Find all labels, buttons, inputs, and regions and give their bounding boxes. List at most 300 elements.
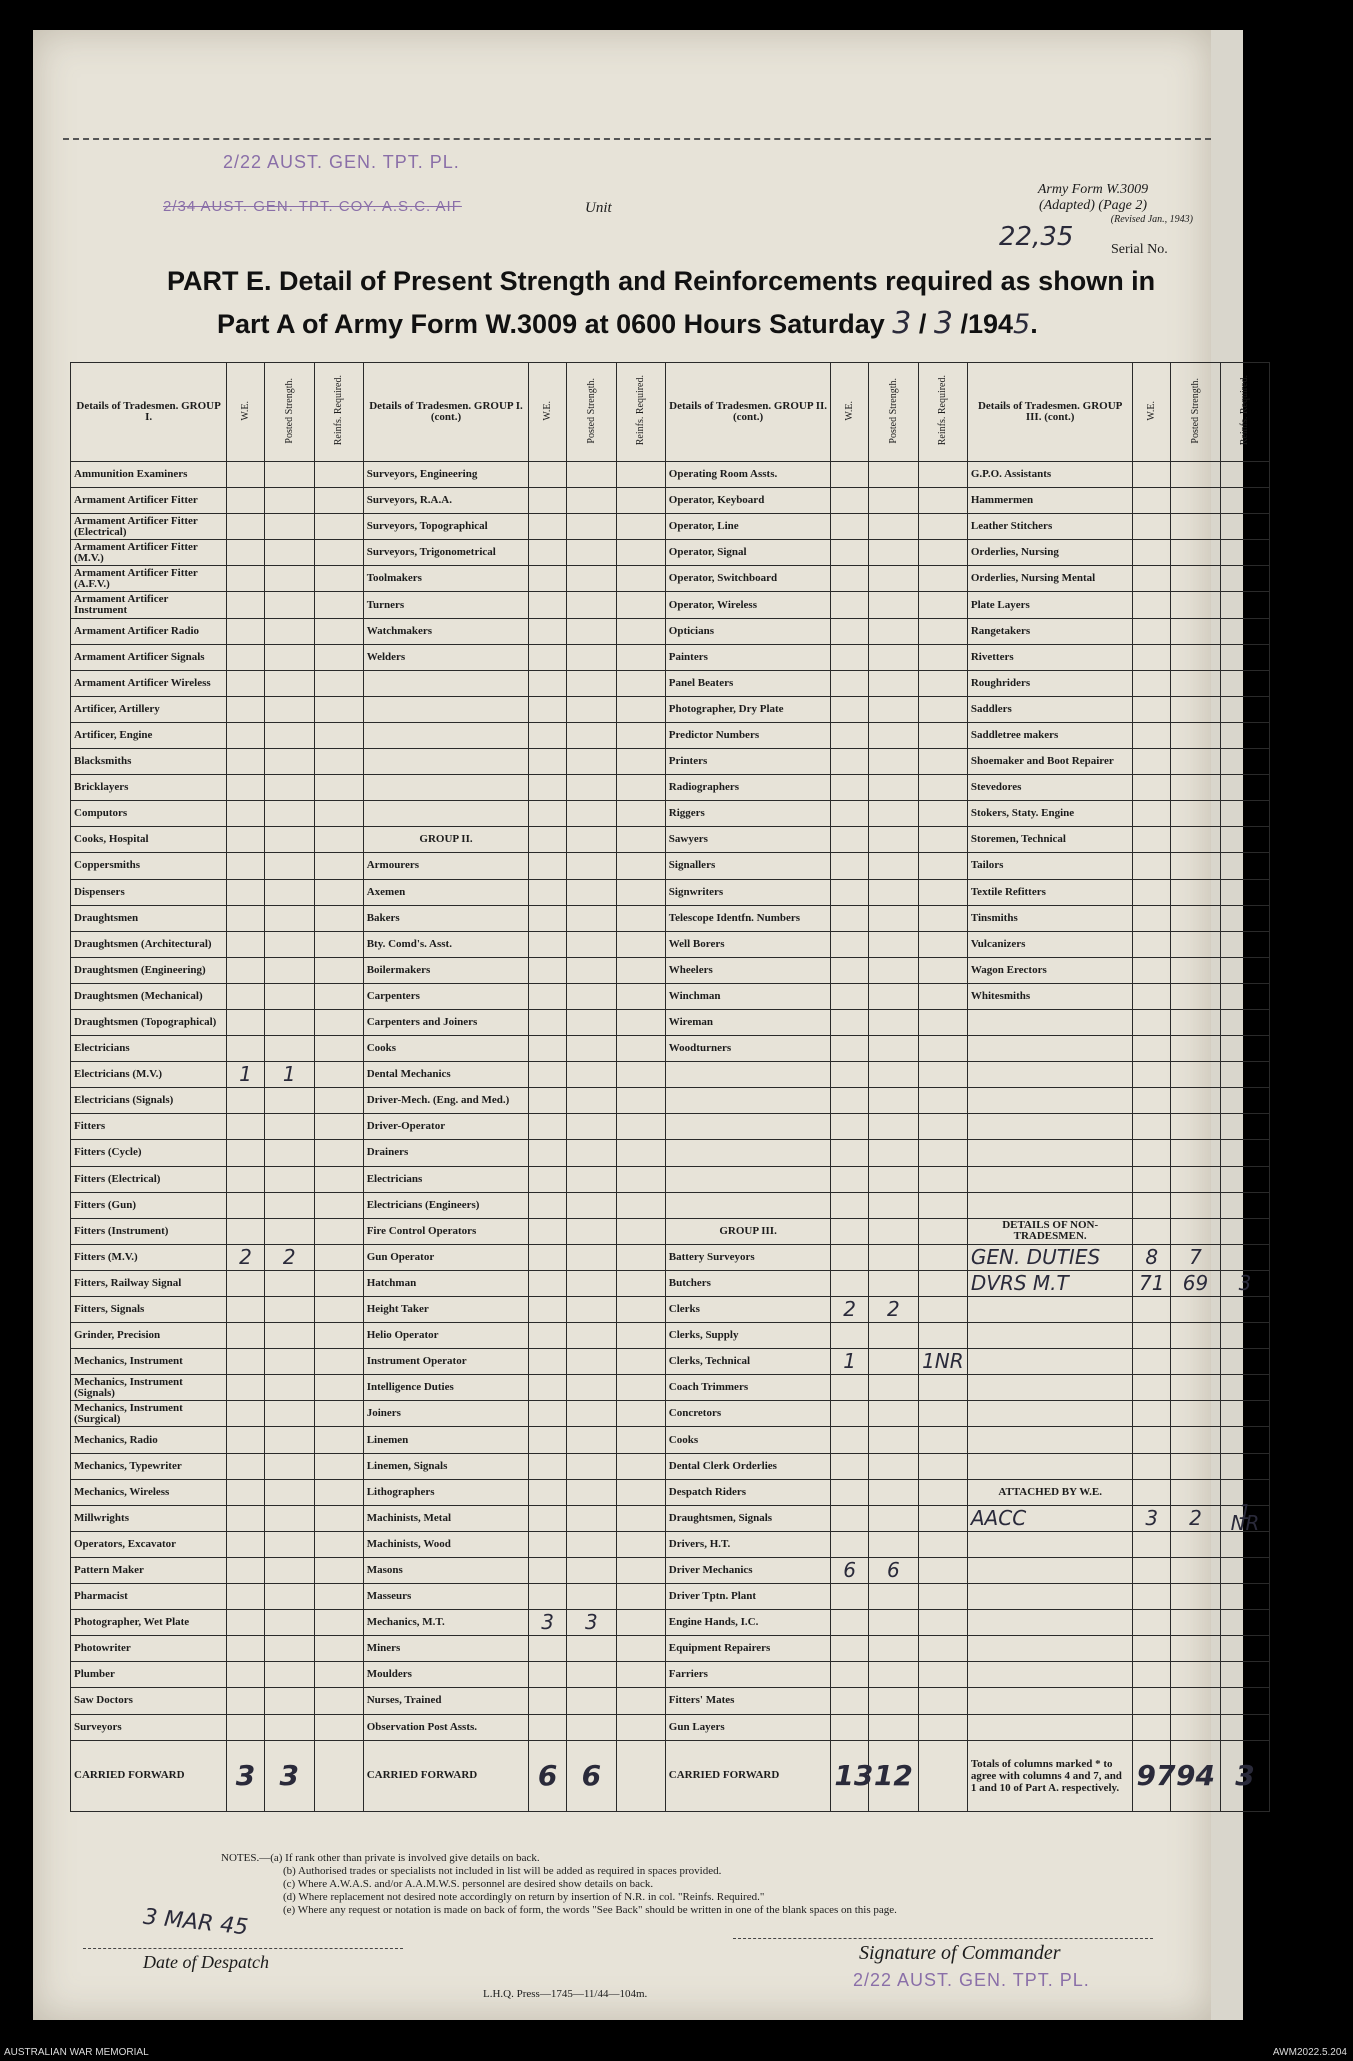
count-cell	[918, 749, 967, 775]
count-cell	[1133, 1088, 1171, 1114]
trade-g3c: Textile Refitters	[967, 879, 1133, 905]
trade-g2c	[665, 1166, 831, 1192]
count-cell	[314, 853, 363, 879]
count-cell	[1220, 1192, 1269, 1218]
count-cell	[566, 618, 616, 644]
count-cell	[1170, 1218, 1220, 1244]
cf-g1c-we: 6	[529, 1740, 567, 1811]
trade-g1c: Masseurs	[363, 1584, 529, 1610]
count-cell	[1220, 462, 1269, 488]
count-cell	[1170, 696, 1220, 722]
count-cell	[264, 1610, 314, 1636]
table-row	[71, 827, 1270, 853]
table-row	[71, 1009, 1270, 1035]
count-cell	[868, 566, 918, 592]
count-cell	[1220, 1140, 1269, 1166]
count-cell	[918, 696, 967, 722]
count-cell	[831, 488, 869, 514]
trade-g2c: Driver Mechanics	[665, 1557, 831, 1583]
count-cell	[1170, 1636, 1220, 1662]
cf-g2c-posted: 12	[868, 1740, 918, 1811]
count-cell	[831, 1114, 869, 1140]
count-cell	[529, 1662, 567, 1688]
count-cell	[227, 1505, 265, 1531]
trade-g1: Fitters (M.V.)	[71, 1244, 227, 1270]
trade-g2c	[665, 1062, 831, 1088]
trade-g1: Pharmacist	[71, 1584, 227, 1610]
trade-g1: Artificer, Engine	[71, 722, 227, 748]
count-cell	[314, 1453, 363, 1479]
count-cell	[1170, 1375, 1220, 1401]
count-cell	[1170, 644, 1220, 670]
table-row	[71, 1088, 1270, 1114]
trade-g2c	[665, 1088, 831, 1114]
table-row	[71, 879, 1270, 905]
trade-g2c: Woodturners	[665, 1036, 831, 1062]
count-cell	[918, 1401, 967, 1427]
trade-g1c: Driver-Operator	[363, 1114, 529, 1140]
count-cell	[566, 1114, 616, 1140]
count-cell	[831, 879, 869, 905]
count-cell	[831, 801, 869, 827]
trade-g1: Armament Artificer Fitter (Electrical)	[71, 514, 227, 540]
count-cell	[616, 1088, 665, 1114]
count-cell	[529, 514, 567, 540]
count-cell	[529, 1636, 567, 1662]
count-cell	[868, 1714, 918, 1740]
count-cell	[831, 1062, 869, 1088]
trade-g1: Grinder, Precision	[71, 1323, 227, 1349]
count-cell	[868, 1270, 918, 1296]
count-cell	[529, 696, 567, 722]
count-cell	[1133, 1714, 1171, 1740]
count-cell	[1170, 801, 1220, 827]
count-cell	[1133, 1453, 1171, 1479]
count-cell	[1170, 1192, 1220, 1218]
count-cell	[1170, 1557, 1220, 1583]
count-cell	[918, 879, 967, 905]
count-cell	[616, 1009, 665, 1035]
count-cell	[831, 1427, 869, 1453]
count-cell	[868, 957, 918, 983]
count-cell	[868, 1218, 918, 1244]
count-cell	[566, 775, 616, 801]
count-cell	[868, 540, 918, 566]
table-row	[71, 1479, 1270, 1505]
count-cell	[1220, 1584, 1269, 1610]
count-cell	[1133, 1427, 1171, 1453]
count-cell	[566, 1505, 616, 1531]
count-cell	[918, 1270, 967, 1296]
trade-g1c: Carpenters and Joiners	[363, 1009, 529, 1035]
trade-g1: Bricklayers	[71, 775, 227, 801]
count-cell	[529, 1401, 567, 1427]
trade-g2c: Battery Surveyors	[665, 1244, 831, 1270]
cf-label: CARRIED FORWARD	[665, 1740, 831, 1811]
unit-stamp-1: 2/22 AUST. GEN. TPT. PL.	[223, 152, 460, 172]
count-cell: 2	[264, 1244, 314, 1270]
count-cell	[1170, 1140, 1220, 1166]
count-cell	[1170, 1166, 1220, 1192]
table-row	[71, 1244, 1270, 1270]
table-row	[71, 957, 1270, 983]
count-cell	[1220, 1114, 1269, 1140]
header-reinf: Reinfs. Required.	[937, 375, 949, 446]
count-cell	[918, 1192, 967, 1218]
count-cell	[1133, 1584, 1171, 1610]
date-year-digit: 5	[1013, 309, 1031, 340]
count-cell	[1133, 1062, 1171, 1088]
count-cell	[227, 905, 265, 931]
trade-g1: Mechanics, Typewriter	[71, 1453, 227, 1479]
trade-g2c: Operator, Line	[665, 514, 831, 540]
trade-g2c: Opticians	[665, 618, 831, 644]
count-cell	[918, 618, 967, 644]
note-a: (a) If rank other than private is involved give details on back.	[270, 1852, 540, 1864]
count-cell	[918, 1088, 967, 1114]
count-cell	[227, 1531, 265, 1557]
count-cell	[868, 1088, 918, 1114]
count-cell	[918, 1062, 967, 1088]
count-cell	[227, 1270, 265, 1296]
count-cell	[227, 853, 265, 879]
count-cell	[1133, 1557, 1171, 1583]
trade-g3c	[967, 1297, 1133, 1323]
count-cell	[831, 1636, 869, 1662]
count-cell	[868, 1244, 918, 1270]
count-cell	[868, 1166, 918, 1192]
count-cell	[616, 1140, 665, 1166]
trade-g2c: Clerks, Technical	[665, 1349, 831, 1375]
count-cell	[227, 1375, 265, 1401]
count-cell	[918, 801, 967, 827]
count-cell	[1133, 853, 1171, 879]
count-cell	[1133, 905, 1171, 931]
trade-g3c: GEN. DUTIES	[967, 1244, 1133, 1270]
count-cell	[616, 983, 665, 1009]
count-cell	[314, 905, 363, 931]
trade-g1: Fitters, Railway Signal	[71, 1270, 227, 1296]
trade-g3c: AACC	[967, 1505, 1133, 1531]
count-cell	[264, 1166, 314, 1192]
count-cell	[227, 670, 265, 696]
total-posted: 94	[1170, 1740, 1220, 1811]
table-row	[71, 1557, 1270, 1583]
count-cell	[868, 1349, 918, 1375]
count-cell	[566, 1009, 616, 1035]
count-cell	[227, 488, 265, 514]
count-cell	[529, 592, 567, 618]
count-cell: 1	[227, 1062, 265, 1088]
count-cell	[1170, 722, 1220, 748]
count-cell	[918, 540, 967, 566]
trade-g3c	[967, 1323, 1133, 1349]
count-cell	[616, 879, 665, 905]
table-row	[71, 1036, 1270, 1062]
count-cell	[1220, 1531, 1269, 1557]
table-row	[71, 1427, 1270, 1453]
cf-g1-we: 3	[227, 1740, 265, 1811]
count-cell	[1133, 670, 1171, 696]
count-cell	[1220, 1401, 1269, 1427]
count-cell	[566, 957, 616, 983]
trade-g1c: Surveyors, Engineering	[363, 462, 529, 488]
trade-g1c	[363, 670, 529, 696]
count-cell	[264, 618, 314, 644]
count-cell	[831, 1453, 869, 1479]
count-cell	[868, 1453, 918, 1479]
count-cell	[314, 1505, 363, 1531]
trade-g3c	[967, 1584, 1133, 1610]
trade-g3c	[967, 1009, 1133, 1035]
count-cell	[1170, 1114, 1220, 1140]
trade-g1c: Nurses, Trained	[363, 1688, 529, 1714]
trade-g1c: Electricians (Engineers)	[363, 1192, 529, 1218]
count-cell	[1170, 618, 1220, 644]
trade-g1: Artificer, Artillery	[71, 696, 227, 722]
count-cell	[227, 462, 265, 488]
count-cell	[868, 670, 918, 696]
table-body	[71, 462, 1270, 1741]
count-cell	[616, 1323, 665, 1349]
header-reinf: Reinfs. Required.	[1239, 375, 1251, 446]
trade-g1: Surveyors	[71, 1714, 227, 1740]
trade-g3c: Roughriders	[967, 670, 1133, 696]
count-cell	[227, 827, 265, 853]
count-cell	[264, 1349, 314, 1375]
trade-g1c: Surveyors, Trigonometrical	[363, 540, 529, 566]
count-cell	[1220, 801, 1269, 827]
count-cell	[1220, 1036, 1269, 1062]
count-cell	[264, 1192, 314, 1218]
trade-g2c: Draughtsmen, Signals	[665, 1505, 831, 1531]
count-cell	[529, 1192, 567, 1218]
count-cell	[616, 722, 665, 748]
trade-g1: Photowriter	[71, 1636, 227, 1662]
commander-line	[733, 1938, 1153, 1939]
count-cell	[918, 1427, 967, 1453]
count-cell	[831, 983, 869, 1009]
count-cell	[1220, 1062, 1269, 1088]
count-cell	[1133, 722, 1171, 748]
trade-g3c: Stokers, Staty. Engine	[967, 801, 1133, 827]
count-cell	[566, 1557, 616, 1583]
count-cell	[264, 1584, 314, 1610]
trade-g2c: Painters	[665, 644, 831, 670]
despatch-label: Date of Despatch	[143, 1952, 269, 1972]
count-cell	[264, 462, 314, 488]
count-cell	[1133, 566, 1171, 592]
trade-g1c: Bty. Comd's. Asst.	[363, 931, 529, 957]
trade-g1c: Mechanics, M.T.	[363, 1610, 529, 1636]
count-cell	[529, 1323, 567, 1349]
count-cell	[1220, 1297, 1269, 1323]
count-cell	[918, 1297, 967, 1323]
count-cell	[918, 670, 967, 696]
trade-g2c: GROUP III.	[665, 1218, 831, 1244]
count-cell	[831, 1140, 869, 1166]
trade-g3c	[967, 1401, 1133, 1427]
trade-g3c: Stevedores	[967, 775, 1133, 801]
table-row	[71, 722, 1270, 748]
count-cell	[1170, 1531, 1220, 1557]
count-cell	[529, 618, 567, 644]
count-cell	[566, 1323, 616, 1349]
trade-g1: Fitters (Electrical)	[71, 1166, 227, 1192]
count-cell	[1170, 827, 1220, 853]
count-cell	[868, 1610, 918, 1636]
count-cell	[314, 775, 363, 801]
count-cell	[868, 696, 918, 722]
count-cell	[529, 931, 567, 957]
count-cell	[831, 775, 869, 801]
count-cell	[868, 1114, 918, 1140]
count-cell	[314, 1531, 363, 1557]
count-cell	[529, 1453, 567, 1479]
count-cell	[616, 1062, 665, 1088]
trade-g3c	[967, 1192, 1133, 1218]
trade-g1: Mechanics, Radio	[71, 1427, 227, 1453]
trade-g1c: Watchmakers	[363, 618, 529, 644]
table-row	[71, 1505, 1270, 1531]
count-cell	[529, 566, 567, 592]
count-cell	[831, 1009, 869, 1035]
count-cell	[616, 775, 665, 801]
count-cell	[566, 722, 616, 748]
count-cell	[1220, 540, 1269, 566]
count-cell	[566, 1088, 616, 1114]
trade-g1c: Intelligence Duties	[363, 1375, 529, 1401]
trade-g3c	[967, 1714, 1133, 1740]
count-cell	[918, 488, 967, 514]
count-cell	[1220, 931, 1269, 957]
count-cell	[529, 1166, 567, 1192]
count-cell	[868, 1662, 918, 1688]
count-cell	[314, 983, 363, 1009]
count-cell	[918, 1009, 967, 1035]
count-cell	[566, 983, 616, 1009]
trade-g1: Fitters (Gun)	[71, 1192, 227, 1218]
count-cell	[831, 514, 869, 540]
trade-g1: Pattern Maker	[71, 1557, 227, 1583]
count-cell	[616, 644, 665, 670]
header-reinf: Reinfs. Required.	[635, 375, 647, 446]
table-row	[71, 1375, 1270, 1401]
count-cell	[616, 1401, 665, 1427]
count-cell	[227, 1009, 265, 1035]
count-cell	[616, 1688, 665, 1714]
count-cell	[868, 514, 918, 540]
commander-stamp: 2/22 AUST. GEN. TPT. PL.	[853, 1970, 1090, 1990]
count-cell	[314, 1688, 363, 1714]
count-cell	[314, 801, 363, 827]
count-cell	[314, 670, 363, 696]
count-cell	[1170, 1453, 1220, 1479]
count-cell	[616, 1218, 665, 1244]
trade-g1: Fitters	[71, 1114, 227, 1140]
trade-g1c	[363, 696, 529, 722]
trade-g1: Fitters, Signals	[71, 1297, 227, 1323]
count-cell	[616, 1036, 665, 1062]
trade-g3c	[967, 1453, 1133, 1479]
count-cell	[868, 1636, 918, 1662]
count-cell: 3	[1133, 1505, 1171, 1531]
form-title-line2: Part A of Army Form W.3009 at 0600 Hours Saturday 3 / 3 /1945.	[217, 306, 1038, 341]
count-cell	[314, 566, 363, 592]
trade-g2c: Fitters' Mates	[665, 1688, 831, 1714]
count-cell	[227, 1584, 265, 1610]
table-row	[71, 1062, 1270, 1088]
count-cell	[1220, 983, 1269, 1009]
trade-g3c	[967, 1427, 1133, 1453]
count-cell	[314, 1244, 363, 1270]
count-cell	[1220, 1349, 1269, 1375]
despatch-date: 3 MAR 45	[141, 1904, 250, 1941]
count-cell	[227, 749, 265, 775]
trade-g3c	[967, 1114, 1133, 1140]
count-cell	[868, 749, 918, 775]
note-d: (d) Where replacement not desired note accordingly on return by insertion of N.R. in col. "Reinfs. Required."	[283, 1891, 765, 1903]
trade-g3c	[967, 1062, 1133, 1088]
count-cell	[868, 1688, 918, 1714]
count-cell	[616, 1479, 665, 1505]
count-cell	[1133, 1662, 1171, 1688]
count-cell	[314, 827, 363, 853]
count-cell	[831, 749, 869, 775]
count-cell	[264, 1401, 314, 1427]
count-cell	[264, 1375, 314, 1401]
count-cell	[831, 1166, 869, 1192]
count-cell	[918, 905, 967, 931]
count-cell	[227, 1688, 265, 1714]
count-cell	[529, 801, 567, 827]
count-cell	[918, 1584, 967, 1610]
count-cell	[227, 1349, 265, 1375]
count-cell	[918, 1218, 967, 1244]
count-cell	[314, 514, 363, 540]
notes-label: NOTES.—	[221, 1852, 271, 1864]
header-reinf: Reinfs. Required.	[333, 375, 345, 446]
trade-g1: Cooks, Hospital	[71, 827, 227, 853]
count-cell	[868, 827, 918, 853]
count-cell	[314, 696, 363, 722]
trade-g1: Armament Artificer Fitter	[71, 488, 227, 514]
trade-g1: Plumber	[71, 1662, 227, 1688]
trade-g2c: Predictor Numbers	[665, 722, 831, 748]
count-cell	[831, 931, 869, 957]
trade-g2c: Radiographers	[665, 775, 831, 801]
count-cell	[566, 1270, 616, 1296]
trade-g3c: DETAILS OF NON-TRADESMEN.	[967, 1218, 1133, 1244]
count-cell: 2	[831, 1297, 869, 1323]
note-b: (b) Authorised trades or specialists not included in list will be added as required in spaces provided.	[283, 1865, 722, 1877]
count-cell	[1133, 879, 1171, 905]
trade-g3c: ATTACHED BY W.E.	[967, 1479, 1133, 1505]
count-cell	[227, 696, 265, 722]
count-cell	[566, 1479, 616, 1505]
count-cell	[868, 462, 918, 488]
count-cell	[1133, 1192, 1171, 1218]
count-cell	[1220, 1244, 1269, 1270]
count-cell	[918, 1531, 967, 1557]
count-cell	[868, 592, 918, 618]
table-row	[71, 1688, 1270, 1714]
count-cell	[529, 488, 567, 514]
count-cell	[264, 983, 314, 1009]
count-cell	[264, 488, 314, 514]
count-cell: 6	[868, 1557, 918, 1583]
count-cell	[1220, 1166, 1269, 1192]
